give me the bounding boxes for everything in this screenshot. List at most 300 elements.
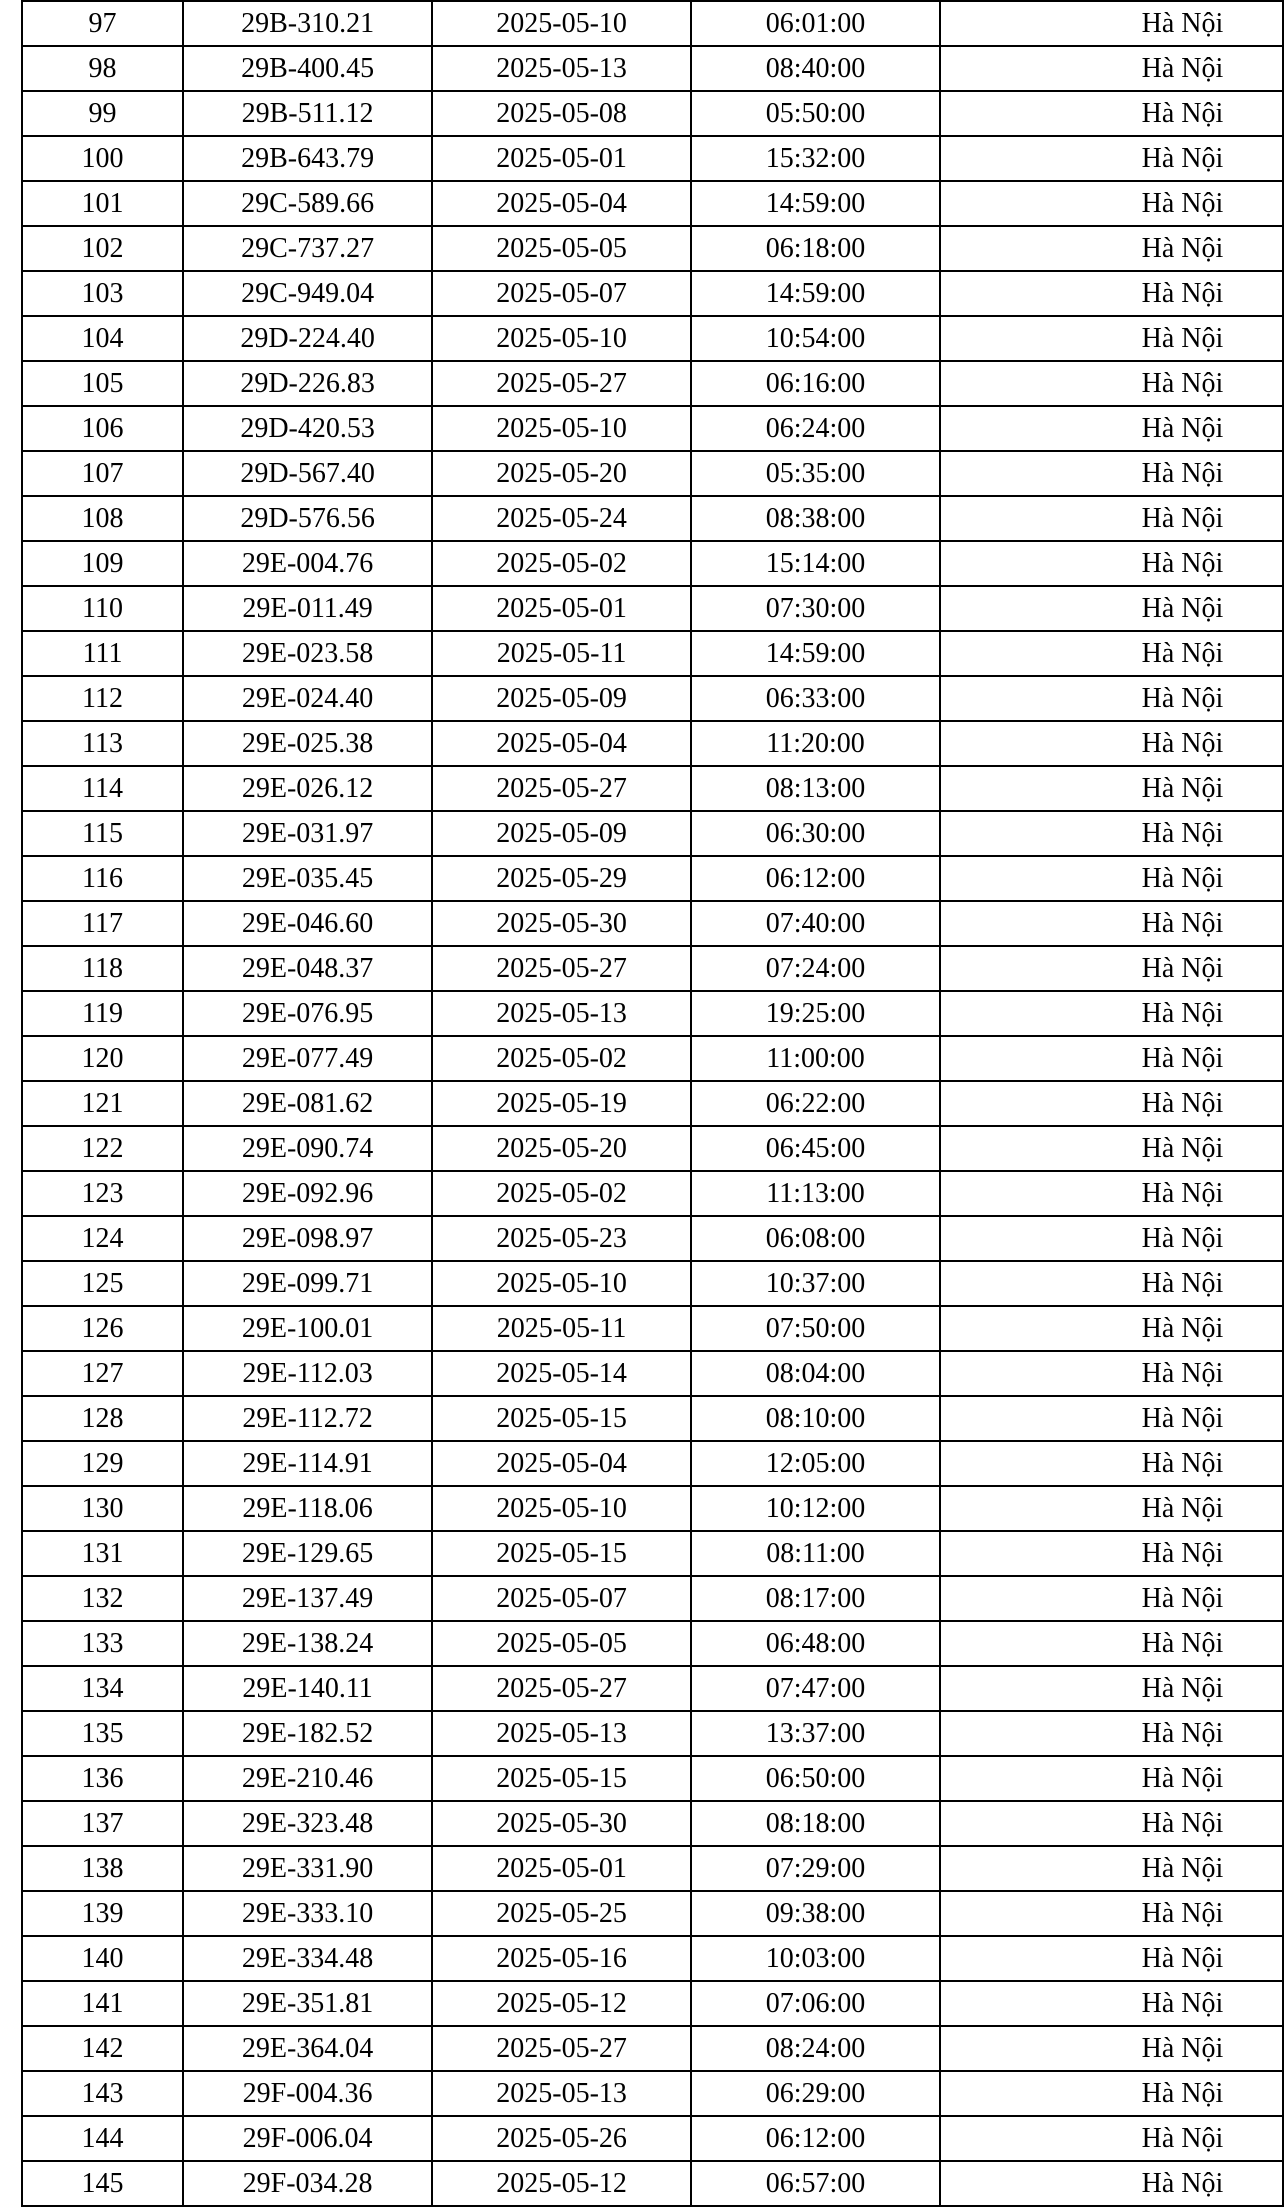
row-number-cell: 105 bbox=[22, 361, 183, 406]
table-row bbox=[22, 1, 1283, 46]
date-cell: 2025-05-14 bbox=[432, 1351, 691, 1396]
time-cell: 10:54:00 bbox=[691, 316, 940, 361]
location-text: Hà Nội bbox=[1141, 682, 1224, 714]
date-cell: 2025-05-13 bbox=[432, 991, 691, 1036]
location-text: Hà Nội bbox=[1141, 1132, 1224, 1164]
time-cell: 09:38:00 bbox=[691, 1891, 940, 1936]
license-plate-cell: 29E-114.91 bbox=[183, 1441, 432, 1486]
date-cell: 2025-05-04 bbox=[432, 721, 691, 766]
license-plate-cell: 29F-006.04 bbox=[183, 2116, 432, 2161]
location-cell bbox=[940, 1126, 1283, 1171]
time-cell: 08:18:00 bbox=[691, 1801, 940, 1846]
location-cell bbox=[940, 1711, 1283, 1756]
date-cell: 2025-05-20 bbox=[432, 1126, 691, 1171]
date-cell: 2025-05-19 bbox=[432, 1081, 691, 1126]
date-cell: 2025-05-15 bbox=[432, 1756, 691, 1801]
location-text: Hà Nội bbox=[1141, 7, 1224, 39]
location-text: Hà Nội bbox=[1141, 997, 1224, 1029]
location-cell bbox=[940, 1, 1283, 46]
location-cell bbox=[940, 496, 1283, 541]
location-text: Hà Nội bbox=[1141, 2077, 1224, 2109]
license-plate-cell: 29E-092.96 bbox=[183, 1171, 432, 1216]
location-cell bbox=[940, 1576, 1283, 1621]
license-plate-cell: 29B-310.21 bbox=[183, 1, 432, 46]
time-cell: 07:40:00 bbox=[691, 901, 940, 946]
time-cell: 06:57:00 bbox=[691, 2161, 940, 2206]
location-text: Hà Nội bbox=[1141, 1672, 1224, 1704]
location-text: Hà Nội bbox=[1141, 907, 1224, 939]
date-cell: 2025-05-02 bbox=[432, 1171, 691, 1216]
row-number-cell: 123 bbox=[22, 1171, 183, 1216]
location-cell bbox=[940, 226, 1283, 271]
date-cell: 2025-05-29 bbox=[432, 856, 691, 901]
time-cell: 08:04:00 bbox=[691, 1351, 940, 1396]
row-number-cell: 126 bbox=[22, 1306, 183, 1351]
location-text: Hà Nội bbox=[1141, 1807, 1224, 1839]
time-cell: 14:59:00 bbox=[691, 631, 940, 676]
row-number-cell: 101 bbox=[22, 181, 183, 226]
row-number-cell: 102 bbox=[22, 226, 183, 271]
table-row bbox=[22, 451, 1283, 496]
license-plate-cell: 29E-100.01 bbox=[183, 1306, 432, 1351]
time-cell: 07:24:00 bbox=[691, 946, 940, 991]
location-cell bbox=[940, 1441, 1283, 1486]
table-row bbox=[22, 316, 1283, 361]
location-text: Hà Nội bbox=[1141, 862, 1224, 894]
time-cell: 11:00:00 bbox=[691, 1036, 940, 1081]
time-cell: 06:01:00 bbox=[691, 1, 940, 46]
row-number-cell: 138 bbox=[22, 1846, 183, 1891]
location-cell bbox=[940, 2026, 1283, 2071]
table-row bbox=[22, 1351, 1283, 1396]
license-plate-cell: 29E-182.52 bbox=[183, 1711, 432, 1756]
row-number-cell: 145 bbox=[22, 2161, 183, 2206]
table-row bbox=[22, 1711, 1283, 1756]
table-row bbox=[22, 271, 1283, 316]
location-text: Hà Nội bbox=[1141, 1762, 1224, 1794]
table-row bbox=[22, 946, 1283, 991]
table-row bbox=[22, 1576, 1283, 1621]
row-number-cell: 130 bbox=[22, 1486, 183, 1531]
location-cell bbox=[940, 1621, 1283, 1666]
date-cell: 2025-05-01 bbox=[432, 586, 691, 631]
table-row bbox=[22, 2161, 1283, 2206]
time-cell: 11:13:00 bbox=[691, 1171, 940, 1216]
time-cell: 14:59:00 bbox=[691, 271, 940, 316]
location-text: Hà Nội bbox=[1141, 322, 1224, 354]
date-cell: 2025-05-12 bbox=[432, 1981, 691, 2026]
location-cell bbox=[940, 541, 1283, 586]
date-cell: 2025-05-27 bbox=[432, 946, 691, 991]
location-text: Hà Nội bbox=[1141, 1942, 1224, 1974]
row-number-cell: 127 bbox=[22, 1351, 183, 1396]
time-cell: 06:30:00 bbox=[691, 811, 940, 856]
license-plate-cell: 29E-129.65 bbox=[183, 1531, 432, 1576]
table-row bbox=[22, 1306, 1283, 1351]
license-plate-cell: 29E-210.46 bbox=[183, 1756, 432, 1801]
date-cell: 2025-05-13 bbox=[432, 46, 691, 91]
location-text: Hà Nội bbox=[1141, 1357, 1224, 1389]
time-cell: 11:20:00 bbox=[691, 721, 940, 766]
table-row bbox=[22, 361, 1283, 406]
location-cell bbox=[940, 631, 1283, 676]
row-number-cell: 143 bbox=[22, 2071, 183, 2116]
location-cell bbox=[940, 2116, 1283, 2161]
location-cell bbox=[940, 766, 1283, 811]
license-plate-cell: 29E-098.97 bbox=[183, 1216, 432, 1261]
time-cell: 10:12:00 bbox=[691, 1486, 940, 1531]
location-cell bbox=[940, 946, 1283, 991]
table-row bbox=[22, 496, 1283, 541]
location-text: Hà Nội bbox=[1141, 97, 1224, 129]
table-row bbox=[22, 181, 1283, 226]
location-cell bbox=[940, 1891, 1283, 1936]
license-plate-cell: 29E-323.48 bbox=[183, 1801, 432, 1846]
license-plate-cell: 29D-420.53 bbox=[183, 406, 432, 451]
date-cell: 2025-05-02 bbox=[432, 1036, 691, 1081]
time-cell: 08:10:00 bbox=[691, 1396, 940, 1441]
location-text: Hà Nội bbox=[1141, 1267, 1224, 1299]
time-cell: 06:18:00 bbox=[691, 226, 940, 271]
location-text: Hà Nội bbox=[1141, 1402, 1224, 1434]
row-number-cell: 131 bbox=[22, 1531, 183, 1576]
date-cell: 2025-05-10 bbox=[432, 1, 691, 46]
license-plate-cell: 29E-048.37 bbox=[183, 946, 432, 991]
date-cell: 2025-05-27 bbox=[432, 1666, 691, 1711]
table-row bbox=[22, 91, 1283, 136]
location-text: Hà Nội bbox=[1141, 1312, 1224, 1344]
table-row bbox=[22, 541, 1283, 586]
location-cell bbox=[940, 181, 1283, 226]
license-plate-cell: 29E-023.58 bbox=[183, 631, 432, 676]
license-plate-cell: 29E-364.04 bbox=[183, 2026, 432, 2071]
time-cell: 07:50:00 bbox=[691, 1306, 940, 1351]
license-plate-cell: 29E-331.90 bbox=[183, 1846, 432, 1891]
row-number-cell: 97 bbox=[22, 1, 183, 46]
date-cell: 2025-05-12 bbox=[432, 2161, 691, 2206]
license-plate-cell: 29E-046.60 bbox=[183, 901, 432, 946]
location-cell bbox=[940, 1216, 1283, 1261]
date-cell: 2025-05-01 bbox=[432, 1846, 691, 1891]
location-cell bbox=[940, 136, 1283, 181]
location-cell bbox=[940, 361, 1283, 406]
location-text: Hà Nội bbox=[1141, 772, 1224, 804]
time-cell: 19:25:00 bbox=[691, 991, 940, 1036]
location-cell bbox=[940, 1261, 1283, 1306]
time-cell: 08:40:00 bbox=[691, 46, 940, 91]
location-cell bbox=[940, 1936, 1283, 1981]
license-plate-cell: 29E-035.45 bbox=[183, 856, 432, 901]
date-cell: 2025-05-09 bbox=[432, 811, 691, 856]
violation-table bbox=[21, 0, 1284, 2207]
location-cell bbox=[940, 1846, 1283, 1891]
table-row bbox=[22, 586, 1283, 631]
location-text: Hà Nội bbox=[1141, 502, 1224, 534]
date-cell: 2025-05-05 bbox=[432, 1621, 691, 1666]
location-text: Hà Nội bbox=[1141, 1492, 1224, 1524]
row-number-cell: 115 bbox=[22, 811, 183, 856]
location-text: Hà Nội bbox=[1141, 1537, 1224, 1569]
date-cell: 2025-05-16 bbox=[432, 1936, 691, 1981]
table-row bbox=[22, 1081, 1283, 1126]
row-number-cell: 122 bbox=[22, 1126, 183, 1171]
location-text: Hà Nội bbox=[1141, 142, 1224, 174]
location-text: Hà Nội bbox=[1141, 1852, 1224, 1884]
location-cell bbox=[940, 1666, 1283, 1711]
time-cell: 06:50:00 bbox=[691, 1756, 940, 1801]
time-cell: 05:50:00 bbox=[691, 91, 940, 136]
license-plate-cell: 29B-511.12 bbox=[183, 91, 432, 136]
time-cell: 08:24:00 bbox=[691, 2026, 940, 2071]
license-plate-cell: 29E-334.48 bbox=[183, 1936, 432, 1981]
row-number-cell: 118 bbox=[22, 946, 183, 991]
row-number-cell: 100 bbox=[22, 136, 183, 181]
license-plate-cell: 29E-024.40 bbox=[183, 676, 432, 721]
time-cell: 06:22:00 bbox=[691, 1081, 940, 1126]
table-row bbox=[22, 1441, 1283, 1486]
date-cell: 2025-05-07 bbox=[432, 271, 691, 316]
location-cell bbox=[940, 46, 1283, 91]
location-cell bbox=[940, 856, 1283, 901]
time-cell: 06:48:00 bbox=[691, 1621, 940, 1666]
table-row bbox=[22, 901, 1283, 946]
table-row bbox=[22, 1756, 1283, 1801]
row-number-cell: 103 bbox=[22, 271, 183, 316]
location-text: Hà Nội bbox=[1141, 637, 1224, 669]
location-cell bbox=[940, 1036, 1283, 1081]
time-cell: 06:24:00 bbox=[691, 406, 940, 451]
date-cell: 2025-05-04 bbox=[432, 181, 691, 226]
location-cell bbox=[940, 406, 1283, 451]
row-number-cell: 129 bbox=[22, 1441, 183, 1486]
license-plate-cell: 29E-112.72 bbox=[183, 1396, 432, 1441]
row-number-cell: 137 bbox=[22, 1801, 183, 1846]
row-number-cell: 119 bbox=[22, 991, 183, 1036]
date-cell: 2025-05-10 bbox=[432, 406, 691, 451]
location-text: Hà Nội bbox=[1141, 1087, 1224, 1119]
row-number-cell: 108 bbox=[22, 496, 183, 541]
row-number-cell: 136 bbox=[22, 1756, 183, 1801]
row-number-cell: 144 bbox=[22, 2116, 183, 2161]
location-text: Hà Nội bbox=[1141, 457, 1224, 489]
row-number-cell: 117 bbox=[22, 901, 183, 946]
table-row bbox=[22, 856, 1283, 901]
time-cell: 14:59:00 bbox=[691, 181, 940, 226]
date-cell: 2025-05-04 bbox=[432, 1441, 691, 1486]
table-row bbox=[22, 766, 1283, 811]
time-cell: 05:35:00 bbox=[691, 451, 940, 496]
location-text: Hà Nội bbox=[1141, 952, 1224, 984]
location-cell bbox=[940, 1081, 1283, 1126]
table-row bbox=[22, 1216, 1283, 1261]
location-cell bbox=[940, 316, 1283, 361]
row-number-cell: 112 bbox=[22, 676, 183, 721]
location-text: Hà Nội bbox=[1141, 817, 1224, 849]
date-cell: 2025-05-05 bbox=[432, 226, 691, 271]
location-text: Hà Nội bbox=[1141, 187, 1224, 219]
table-row bbox=[22, 1981, 1283, 2026]
table-row bbox=[22, 1261, 1283, 1306]
time-cell: 13:37:00 bbox=[691, 1711, 940, 1756]
location-cell bbox=[940, 676, 1283, 721]
license-plate-cell: 29B-400.45 bbox=[183, 46, 432, 91]
license-plate-cell: 29E-140.11 bbox=[183, 1666, 432, 1711]
location-text: Hà Nội bbox=[1141, 547, 1224, 579]
time-cell: 06:33:00 bbox=[691, 676, 940, 721]
date-cell: 2025-05-10 bbox=[432, 316, 691, 361]
license-plate-cell: 29E-004.76 bbox=[183, 541, 432, 586]
table-row bbox=[22, 1846, 1283, 1891]
location-text: Hà Nội bbox=[1141, 2167, 1224, 2199]
location-text: Hà Nội bbox=[1141, 592, 1224, 624]
location-cell bbox=[940, 2071, 1283, 2116]
row-number-cell: 114 bbox=[22, 766, 183, 811]
date-cell: 2025-05-30 bbox=[432, 1801, 691, 1846]
table-row bbox=[22, 1036, 1283, 1081]
location-text: Hà Nội bbox=[1141, 1447, 1224, 1479]
table-row bbox=[22, 991, 1283, 1036]
license-plate-cell: 29D-567.40 bbox=[183, 451, 432, 496]
time-cell: 08:11:00 bbox=[691, 1531, 940, 1576]
location-cell bbox=[940, 91, 1283, 136]
table-row bbox=[22, 136, 1283, 181]
location-text: Hà Nội bbox=[1141, 232, 1224, 264]
table-body bbox=[22, 1, 1283, 2206]
date-cell: 2025-05-13 bbox=[432, 2071, 691, 2116]
table-row bbox=[22, 721, 1283, 766]
date-cell: 2025-05-11 bbox=[432, 631, 691, 676]
time-cell: 07:47:00 bbox=[691, 1666, 940, 1711]
license-plate-cell: 29E-351.81 bbox=[183, 1981, 432, 2026]
time-cell: 12:05:00 bbox=[691, 1441, 940, 1486]
table-row bbox=[22, 46, 1283, 91]
license-plate-cell: 29D-224.40 bbox=[183, 316, 432, 361]
location-cell bbox=[940, 451, 1283, 496]
location-cell bbox=[940, 721, 1283, 766]
date-cell: 2025-05-27 bbox=[432, 2026, 691, 2071]
location-text: Hà Nội bbox=[1141, 2032, 1224, 2064]
location-text: Hà Nội bbox=[1141, 1717, 1224, 1749]
location-cell bbox=[940, 1486, 1283, 1531]
license-plate-cell: 29E-099.71 bbox=[183, 1261, 432, 1306]
location-text: Hà Nội bbox=[1141, 52, 1224, 84]
date-cell: 2025-05-27 bbox=[432, 766, 691, 811]
location-cell bbox=[940, 1171, 1283, 1216]
row-number-cell: 120 bbox=[22, 1036, 183, 1081]
date-cell: 2025-05-25 bbox=[432, 1891, 691, 1936]
row-number-cell: 98 bbox=[22, 46, 183, 91]
time-cell: 08:13:00 bbox=[691, 766, 940, 811]
location-cell bbox=[940, 901, 1283, 946]
time-cell: 06:12:00 bbox=[691, 2116, 940, 2161]
location-cell bbox=[940, 1801, 1283, 1846]
row-number-cell: 141 bbox=[22, 1981, 183, 2026]
license-plate-cell: 29E-090.74 bbox=[183, 1126, 432, 1171]
table-row bbox=[22, 1126, 1283, 1171]
table-row bbox=[22, 1486, 1283, 1531]
date-cell: 2025-05-30 bbox=[432, 901, 691, 946]
location-text: Hà Nội bbox=[1141, 1177, 1224, 1209]
row-number-cell: 133 bbox=[22, 1621, 183, 1666]
license-plate-cell: 29E-077.49 bbox=[183, 1036, 432, 1081]
location-cell bbox=[940, 271, 1283, 316]
table-row bbox=[22, 2071, 1283, 2116]
date-cell: 2025-05-13 bbox=[432, 1711, 691, 1756]
date-cell: 2025-05-20 bbox=[432, 451, 691, 496]
row-number-cell: 113 bbox=[22, 721, 183, 766]
license-plate-cell: 29B-643.79 bbox=[183, 136, 432, 181]
table-row bbox=[22, 226, 1283, 271]
row-number-cell: 125 bbox=[22, 1261, 183, 1306]
row-number-cell: 110 bbox=[22, 586, 183, 631]
row-number-cell: 142 bbox=[22, 2026, 183, 2071]
license-plate-cell: 29E-031.97 bbox=[183, 811, 432, 856]
table-row bbox=[22, 2026, 1283, 2071]
time-cell: 08:17:00 bbox=[691, 1576, 940, 1621]
license-plate-cell: 29C-949.04 bbox=[183, 271, 432, 316]
location-text: Hà Nội bbox=[1141, 1987, 1224, 2019]
time-cell: 15:14:00 bbox=[691, 541, 940, 586]
time-cell: 10:37:00 bbox=[691, 1261, 940, 1306]
row-number-cell: 140 bbox=[22, 1936, 183, 1981]
table-row bbox=[22, 2116, 1283, 2161]
row-number-cell: 121 bbox=[22, 1081, 183, 1126]
date-cell: 2025-05-26 bbox=[432, 2116, 691, 2161]
table-row bbox=[22, 1171, 1283, 1216]
date-cell: 2025-05-09 bbox=[432, 676, 691, 721]
table-row bbox=[22, 1666, 1283, 1711]
date-cell: 2025-05-10 bbox=[432, 1261, 691, 1306]
location-cell bbox=[940, 586, 1283, 631]
table-row bbox=[22, 631, 1283, 676]
license-plate-cell: 29C-737.27 bbox=[183, 226, 432, 271]
location-text: Hà Nội bbox=[1141, 1222, 1224, 1254]
date-cell: 2025-05-02 bbox=[432, 541, 691, 586]
location-text: Hà Nội bbox=[1141, 2122, 1224, 2154]
location-text: Hà Nội bbox=[1141, 727, 1224, 759]
row-number-cell: 139 bbox=[22, 1891, 183, 1936]
table-row bbox=[22, 1891, 1283, 1936]
license-plate-cell: 29F-034.28 bbox=[183, 2161, 432, 2206]
license-plate-cell: 29E-138.24 bbox=[183, 1621, 432, 1666]
row-number-cell: 132 bbox=[22, 1576, 183, 1621]
time-cell: 06:29:00 bbox=[691, 2071, 940, 2116]
location-text: Hà Nội bbox=[1141, 1897, 1224, 1929]
date-cell: 2025-05-01 bbox=[432, 136, 691, 181]
date-cell: 2025-05-08 bbox=[432, 91, 691, 136]
time-cell: 06:45:00 bbox=[691, 1126, 940, 1171]
time-cell: 15:32:00 bbox=[691, 136, 940, 181]
row-number-cell: 124 bbox=[22, 1216, 183, 1261]
location-cell bbox=[940, 991, 1283, 1036]
license-plate-cell: 29E-118.06 bbox=[183, 1486, 432, 1531]
row-number-cell: 104 bbox=[22, 316, 183, 361]
row-number-cell: 134 bbox=[22, 1666, 183, 1711]
license-plate-cell: 29E-081.62 bbox=[183, 1081, 432, 1126]
license-plate-cell: 29C-589.66 bbox=[183, 181, 432, 226]
row-number-cell: 99 bbox=[22, 91, 183, 136]
row-number-cell: 111 bbox=[22, 631, 183, 676]
time-cell: 06:12:00 bbox=[691, 856, 940, 901]
time-cell: 08:38:00 bbox=[691, 496, 940, 541]
row-number-cell: 128 bbox=[22, 1396, 183, 1441]
location-cell bbox=[940, 2161, 1283, 2206]
row-number-cell: 106 bbox=[22, 406, 183, 451]
table-row bbox=[22, 1396, 1283, 1441]
location-cell bbox=[940, 1756, 1283, 1801]
location-text: Hà Nội bbox=[1141, 277, 1224, 309]
license-plate-cell: 29E-333.10 bbox=[183, 1891, 432, 1936]
